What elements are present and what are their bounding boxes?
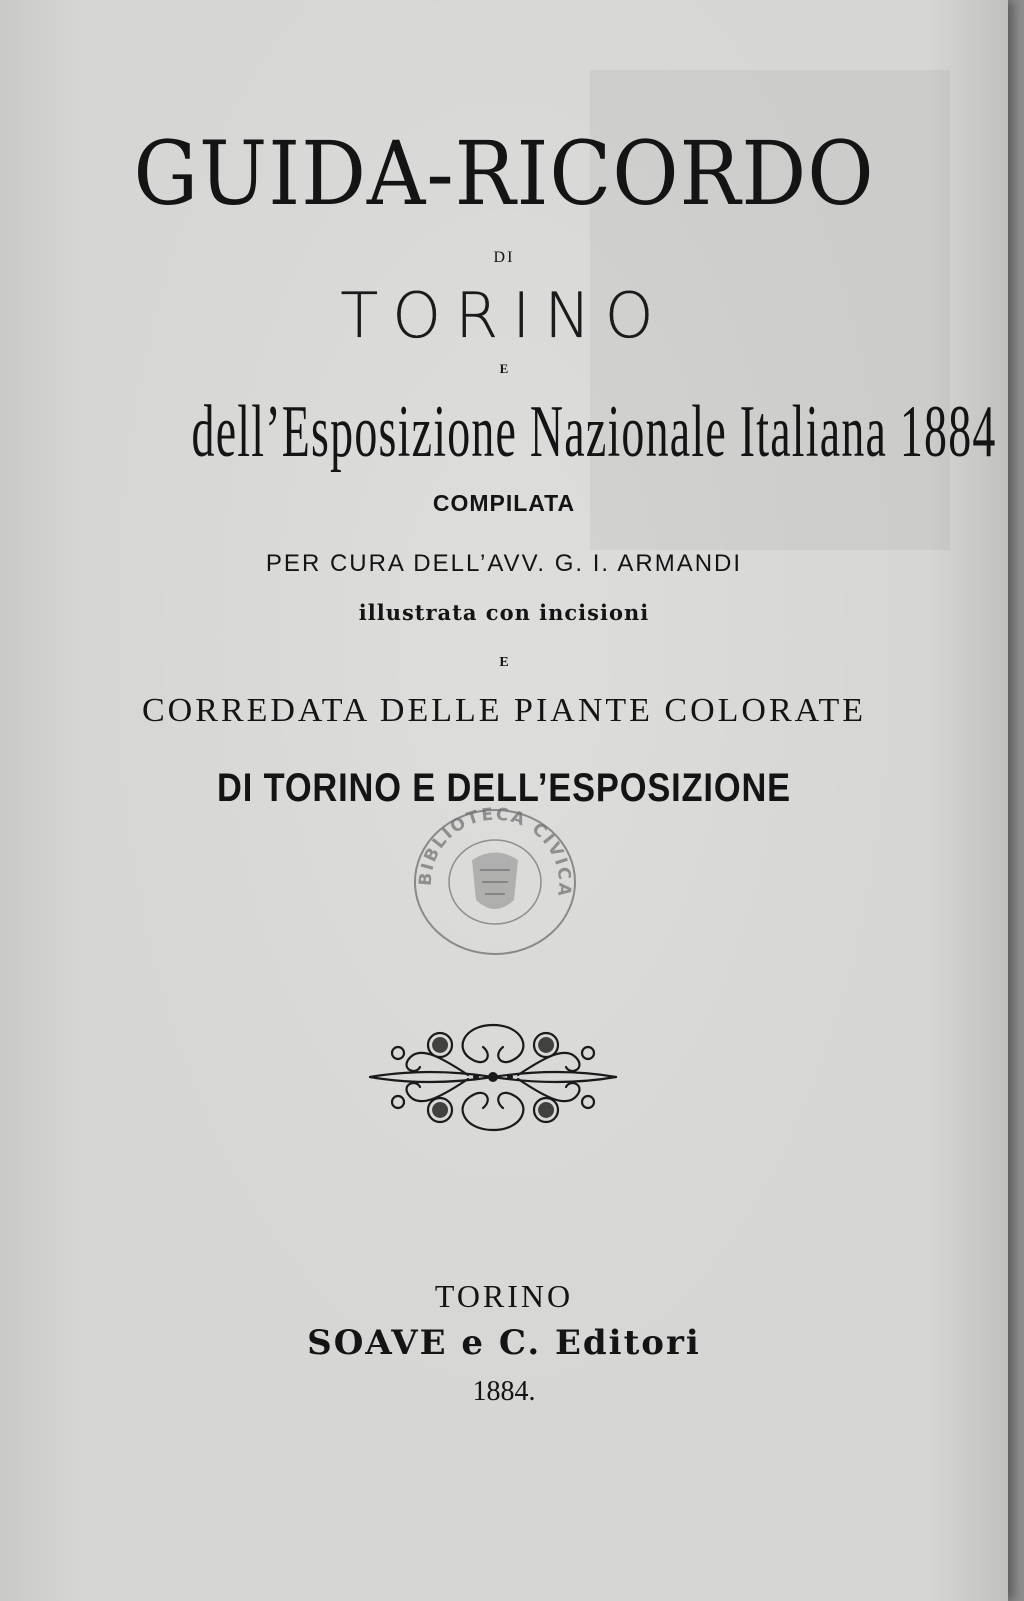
author-line: PER CURA DELL’AVV. G. I. ARMANDI [265,550,743,577]
imprint-city: TORINO [434,1278,574,1314]
connector-e: E [499,361,509,376]
city-heading: TORINO [340,279,668,352]
book-title: GUIDA-RICORDO [133,122,875,225]
imprint-publisher: SOAVE e C. Editori [307,1323,701,1363]
connector-di: DI [493,249,515,266]
library-stamp-icon [410,800,580,958]
illustrated-line: illustrata con incisioni [358,600,650,625]
imprint-year: 1884. [472,1376,536,1407]
ornament-icon [368,1015,618,1140]
stamp-text: BIBLIOTECA CIVICA [415,804,575,899]
compiled-label: COMPILATA [432,490,576,516]
maps-subject-line: DI TORINO E DELL’ESPOSIZIONE [217,766,791,810]
connector-e-second: E [499,655,509,670]
maps-line: CORREDATA DELLE PIANTE COLORATE [142,692,866,729]
exhibition-line: dell’Esposizione Nazionale Italiana 1884 [191,391,997,473]
